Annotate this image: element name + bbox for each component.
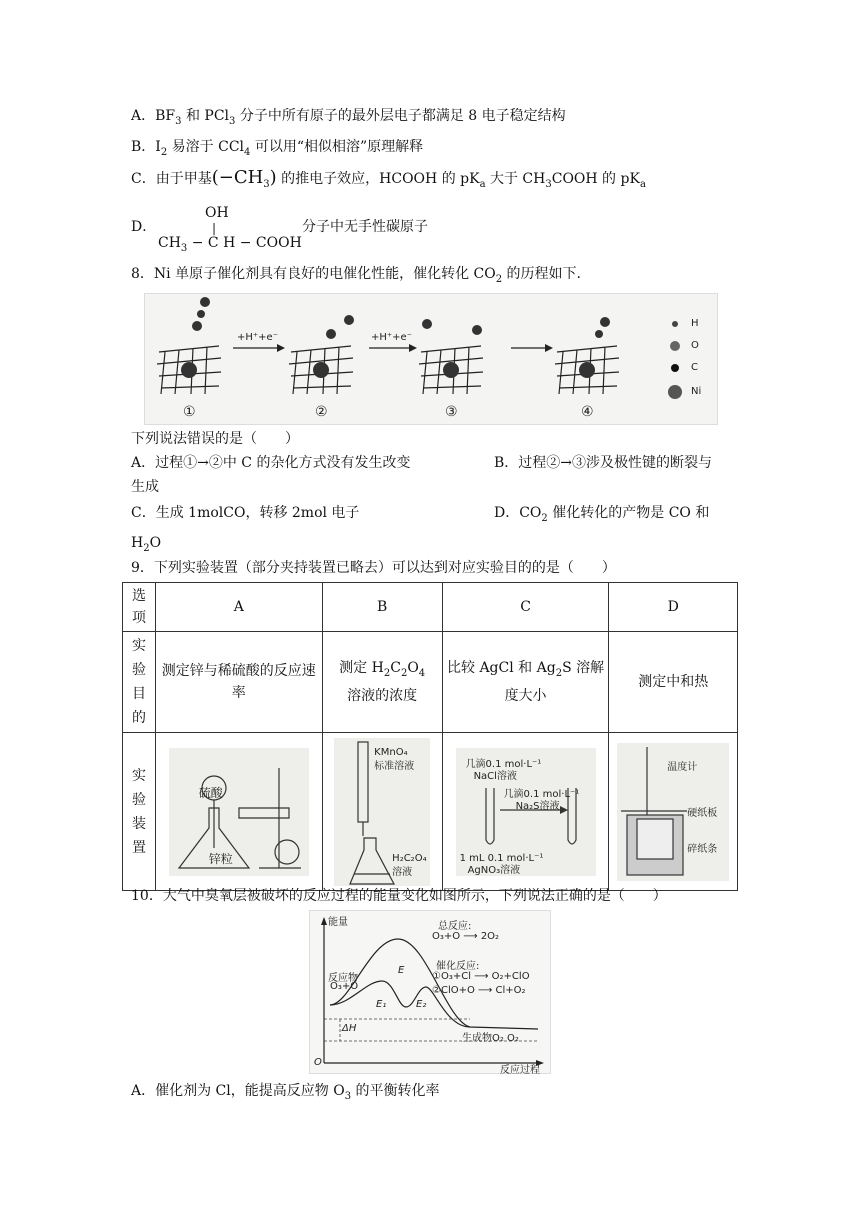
- uncatalyzed-curve: [330, 939, 538, 1029]
- catalytic-step-2: ②ClO+O ⟶ Cl+O₂: [432, 985, 526, 996]
- label-standard-solution: 标准溶液: [374, 760, 415, 772]
- ni-atom-4: [579, 362, 595, 378]
- purpose-d: 测定中和热: [609, 632, 738, 733]
- catalytic-reaction-label: 催化反应:: [436, 961, 480, 972]
- label-na2s: Na₂S溶液: [515, 800, 560, 812]
- q8-option-b-continued: 生成: [131, 479, 159, 495]
- label-solution: 溶液: [392, 866, 413, 878]
- step-label-3: ③: [445, 404, 458, 420]
- row-head-purpose: 实验目的: [123, 632, 156, 733]
- label-zinc: 锌粒: [208, 851, 233, 866]
- label-cardboard: 硬纸板: [687, 807, 718, 819]
- o-atom: [192, 321, 202, 331]
- label-nacl-conc: 几滴0.1 mol·L⁻¹: [465, 758, 542, 770]
- catalyst-mechanism-diagram: [145, 294, 717, 424]
- catalytic-step-1: ①O₃+Cl ⟶ O₂+ClO: [432, 971, 530, 982]
- activation-energy-e: E: [398, 965, 405, 976]
- total-reaction-eq: O₃+O ⟶ 2O₂: [432, 931, 500, 942]
- o-atom: [344, 315, 354, 325]
- o-atom: [422, 319, 432, 329]
- o-atom: [600, 317, 610, 327]
- apparatus-c: [442, 733, 609, 891]
- table-row: [123, 632, 738, 733]
- header-cell-d: D: [609, 583, 738, 632]
- legend-h: H: [691, 318, 699, 329]
- apparatus-d: [609, 733, 738, 891]
- label-kmno4: KMnO₄: [374, 746, 408, 758]
- q7-option-d-formula: $CH_3 - C$ H − COOH: [158, 235, 302, 254]
- q7-option-a: A．$BF_3$ 和 PCl$_3$ 分子中所有原子的最外层电子都满足 8 电子稳定结构: [131, 108, 566, 127]
- label-sulfuric-acid: 硫酸: [198, 785, 223, 800]
- apparatus-a-image: [169, 748, 309, 876]
- legend-c: C: [691, 362, 698, 373]
- purpose-c: 比较 AgCl 和 $Ag_2S$ 溶解度大小: [442, 632, 609, 733]
- q7-option-d-bond: |: [212, 221, 217, 235]
- q8-ask: 下列说法错误的是（ ）: [131, 431, 299, 447]
- reactant-formula: O₃+O: [330, 981, 359, 992]
- q9-stem: 9．下列实验装置（部分夹持装置已略去）可以达到对应实验目的的是（ ）: [131, 560, 616, 576]
- o-atom: [200, 297, 210, 307]
- table-row: [123, 733, 738, 891]
- ni-atom-1: [181, 362, 197, 378]
- q9-options-table: [122, 582, 738, 891]
- purpose-b: 测定 $H_2C_2O_4$ 溶液的浓度: [322, 632, 442, 733]
- reactant-label: 反应物: [328, 973, 358, 984]
- apparatus-a: [155, 733, 322, 891]
- q7-option-d-oh: OH: [205, 205, 229, 221]
- activation-energy-e1: E₁: [376, 999, 387, 1010]
- q8-option-d-continued: $H_2O$: [131, 535, 162, 554]
- apparatus-b: [322, 733, 442, 891]
- q8-mechanism-figure: [144, 293, 718, 425]
- q8-option-b: B．过程②→③涉及极性键的断裂与: [494, 455, 713, 471]
- q7-option-d-text: 分子中无手性碳原子: [302, 219, 428, 235]
- header-cell-c: C: [442, 583, 609, 632]
- q8-option-a: A．过程①→②中 C 的杂化方式没有发生改变: [131, 455, 411, 471]
- apparatus-c-image: [456, 748, 596, 876]
- legend-ni: Ni: [691, 386, 702, 397]
- c-atom: [595, 330, 603, 338]
- q7-option-d-label: D．: [131, 219, 157, 235]
- step-label-2: ②: [315, 404, 328, 420]
- origin-label: O: [314, 1057, 322, 1068]
- enthalpy-change-label: ΔH: [342, 1023, 357, 1034]
- q7-option-b: B．$I_2$ 易溶于 CCl$_4$ 可以用“相似相溶”原理解释: [131, 139, 424, 158]
- q8-option-c: C．生成 1molCO，转移 2mol 电子: [131, 505, 360, 521]
- product-label: 生成物O₂ O₂: [462, 1033, 519, 1044]
- activation-energy-e2: E₂: [416, 999, 427, 1010]
- q10-stem: 10．大气中臭氧层被破坏的反应过程的能量变化如图所示，下列说法正确的是（ ）: [131, 888, 667, 904]
- mechanism-arrow-1-label: +H⁺+e⁻: [237, 332, 278, 343]
- header-cell-option: 选项: [123, 583, 156, 632]
- label-nacl: NaCl溶液: [473, 770, 517, 782]
- c-atom: [197, 310, 205, 318]
- zinc-acid-apparatus-drawing: [169, 748, 309, 876]
- label-h2c2o4: H₂C₂O₄: [392, 852, 427, 864]
- q10-option-a: A．催化剂为 Cl，能提高反应物 $O_3$ 的平衡转化率: [131, 1083, 440, 1102]
- table-row: [123, 583, 738, 632]
- q7-option-c: C．由于甲基$(-CH_3)$ 的推电子效应，HCOOH 的 $pK_a$ 大于 $CH_3COOH$ 的 $pK_a$: [131, 167, 646, 190]
- apparatus-b-image: [334, 738, 430, 886]
- total-reaction-label: 总反应:: [438, 921, 472, 932]
- label-na2s-conc: 几滴0.1 mol·L⁻¹: [503, 788, 580, 800]
- header-cell-b: B: [322, 583, 442, 632]
- o-atom: [472, 325, 482, 335]
- ni-atom-2: [313, 362, 329, 378]
- y-axis-label: 能量: [328, 917, 348, 928]
- legend-o: O: [691, 340, 699, 351]
- header-cell-a: A: [155, 583, 322, 632]
- q8-option-d: D．$CO_2$ 催化转化的产物是 CO 和: [494, 505, 710, 524]
- o-atom: [326, 329, 336, 339]
- mechanism-arrow-2-label: +H⁺+e⁻: [371, 332, 412, 343]
- q10-energy-figure: [309, 910, 551, 1074]
- label-agno3-vol: 1 mL 0.1 mol·L⁻¹: [459, 852, 544, 864]
- label-thermometer: 温度计: [667, 761, 698, 773]
- step-label-4: ④: [581, 404, 594, 420]
- step-label-1: ①: [183, 404, 196, 420]
- label-paper-scraps: 碎纸条: [687, 843, 718, 855]
- label-agno3: AgNO₃溶液: [467, 864, 521, 876]
- row-head-apparatus: 实验装置: [123, 733, 156, 891]
- apparatus-d-image: [617, 743, 729, 881]
- ni-atom-3: [443, 362, 459, 378]
- purpose-a: 测定锌与稀硫酸的反应速率: [155, 632, 322, 733]
- x-axis-label: 反应过程: [500, 1065, 540, 1076]
- q8-stem: 8．Ni 单原子催化剂具有良好的电催化性能，催化转化 $CO_2$ 的历程如下.: [131, 266, 582, 285]
